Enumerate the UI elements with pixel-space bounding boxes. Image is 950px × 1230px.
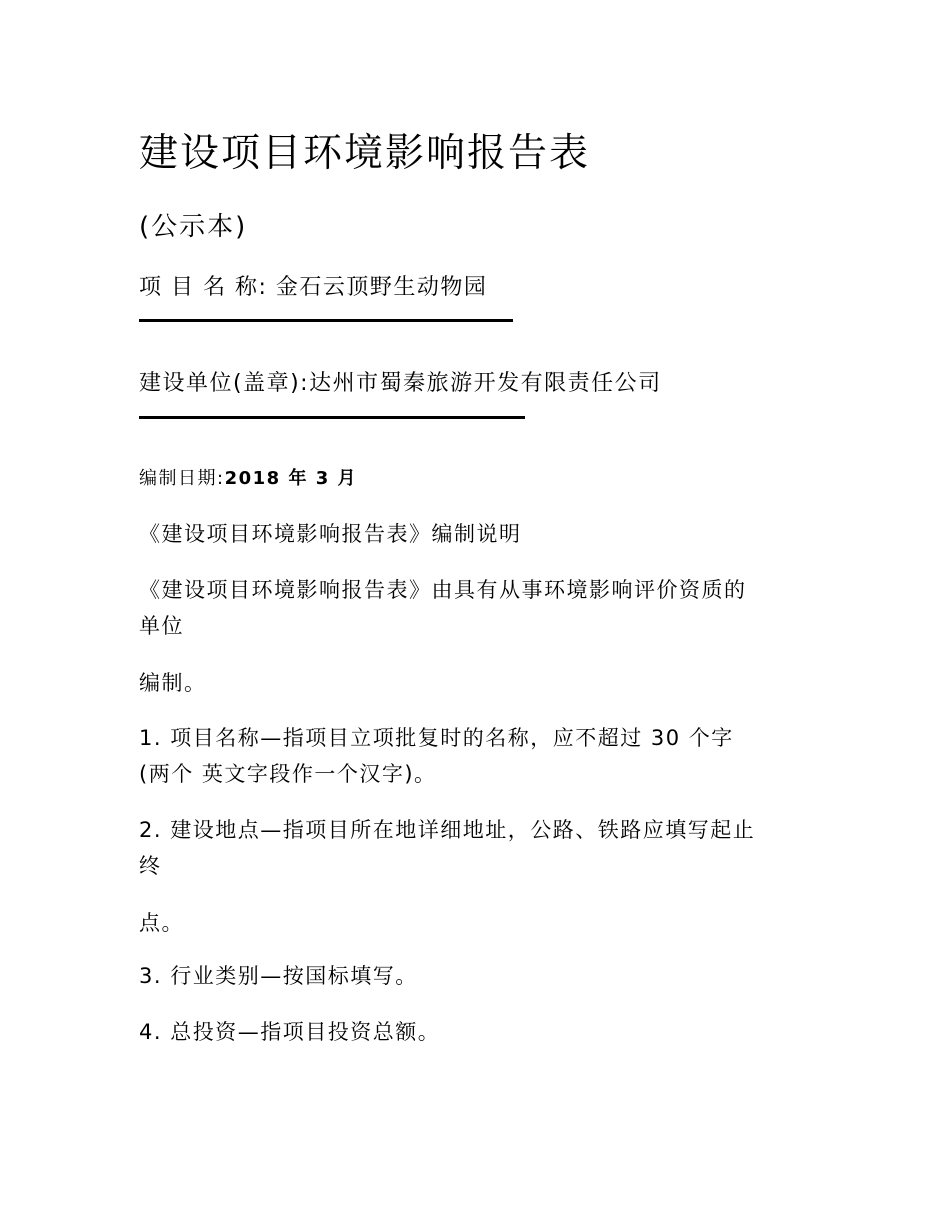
builder-value: :达州市蜀秦旅游开发有限责任公司 — [300, 371, 662, 396]
instruction-item-4: 4. 总投资—指项目投资总额。 — [139, 1020, 441, 1044]
instruction-item-1-line-2: (两个 英文字段作一个汉字)。 — [139, 762, 437, 786]
instructions-heading: 《建设项目环境影响报告表》编制说明 — [139, 522, 522, 546]
instruction-item-2-line-1: 2. 建设地点—指项目所在地详细地址，公路、铁路应填写起止 — [139, 818, 756, 842]
document-title: 建设项目环境影响报告表 — [139, 131, 591, 176]
instructions-paragraph-2: 编制。 — [139, 671, 207, 695]
instruction-item-1-line-1: 1. 项目名称—指项目立项批复时的名称，应不超过 30 个字 — [139, 726, 734, 750]
instruction-item-2-line-2: 终 — [139, 854, 162, 878]
date-label: 编制日期: — [139, 468, 225, 489]
project-name-value: 金石云顶野生动物园 — [275, 275, 488, 300]
builder-underline — [139, 416, 525, 419]
date-value: 2018 年 3 月 — [224, 468, 357, 489]
document-subtitle: (公示本) — [139, 212, 248, 242]
instruction-item-2-line-3: 点。 — [139, 911, 184, 935]
instructions-paragraph-1-line-2: 单位 — [139, 614, 184, 638]
project-name-underline — [139, 319, 513, 322]
project-name-label: 项 目 名 称: — [139, 275, 276, 300]
instructions-paragraph-1-line-1: 《建设项目环境影响报告表》由具有从事环境影响评价资质的 — [139, 578, 747, 602]
builder-field — [139, 368, 662, 400]
compile-date — [139, 465, 357, 493]
project-name-field — [139, 272, 487, 304]
instruction-item-3: 3. 行业类别—按国标填写。 — [139, 964, 418, 988]
builder-label: 建设单位(盖章) — [139, 371, 301, 396]
